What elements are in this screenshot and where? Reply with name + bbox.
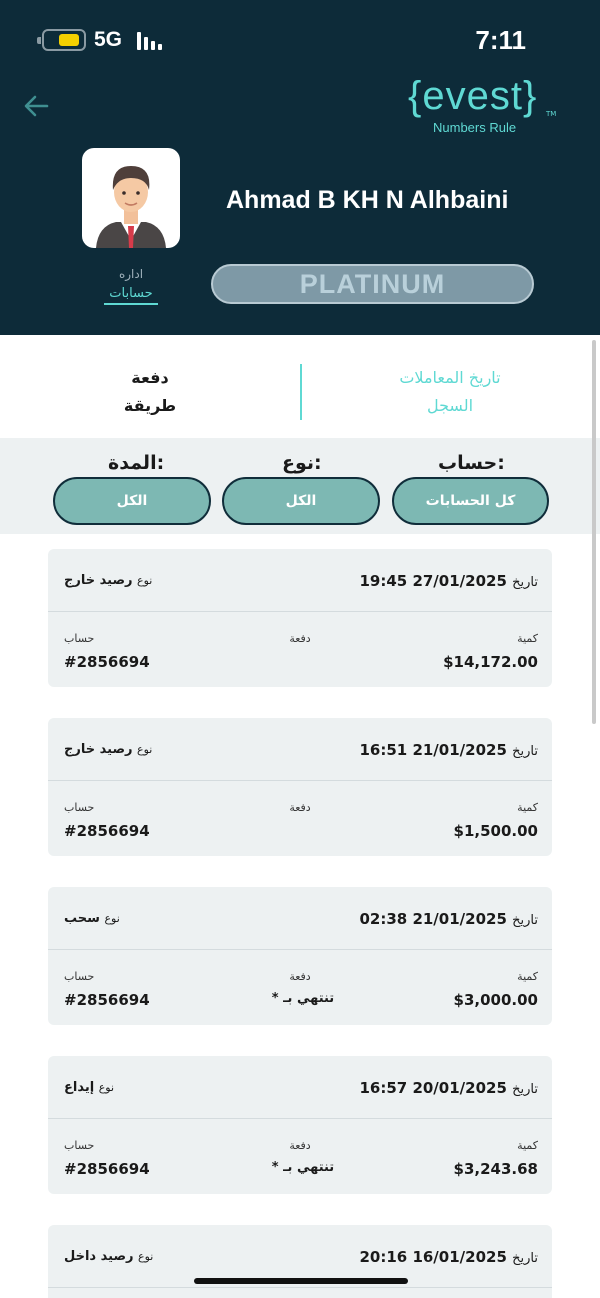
account-label: حساب bbox=[64, 632, 95, 645]
account-value: #2856694 bbox=[64, 1160, 150, 1178]
type-label: نوع bbox=[98, 1081, 115, 1094]
filter-period-select[interactable]: الكل bbox=[53, 477, 211, 525]
scrollbar[interactable] bbox=[592, 340, 596, 724]
payment-label: دفعة bbox=[289, 970, 311, 983]
transaction-type bbox=[64, 1249, 153, 1264]
transaction-date bbox=[359, 910, 538, 928]
battery-icon bbox=[42, 29, 86, 51]
signal-icon bbox=[137, 30, 163, 50]
payment-value: * تنتهي بـ bbox=[271, 991, 335, 1006]
type-label: نوع bbox=[137, 574, 153, 587]
date-label: تاريخ bbox=[512, 1082, 538, 1097]
payment-label: دفعة bbox=[289, 1139, 311, 1152]
transaction-date bbox=[359, 741, 538, 759]
transaction-type bbox=[64, 1080, 114, 1095]
account-value: #2856694 bbox=[64, 822, 150, 840]
amount-label: كمية bbox=[517, 970, 538, 983]
tab-payment-method[interactable] bbox=[110, 364, 190, 420]
payment-label: دفعة bbox=[289, 801, 311, 814]
filter-account-label: حساب: bbox=[438, 452, 505, 474]
amount-label: كمية bbox=[517, 1139, 538, 1152]
filter-bar bbox=[0, 438, 600, 534]
transaction-card[interactable] bbox=[48, 1056, 552, 1194]
avatar[interactable] bbox=[82, 148, 180, 248]
date-value: 21/01/2025 16:51 bbox=[359, 741, 507, 759]
transaction-card[interactable] bbox=[48, 718, 552, 856]
user-avatar-icon bbox=[82, 148, 180, 248]
tab-history-line2: السجل bbox=[426, 396, 474, 415]
date-label: تاريخ bbox=[512, 575, 538, 590]
tab-payment-line2: طريقة bbox=[123, 396, 177, 415]
manage-accounts-label: اداره bbox=[118, 267, 144, 281]
date-label: تاريخ bbox=[512, 913, 538, 928]
transaction-date bbox=[359, 1248, 538, 1266]
type-label: نوع bbox=[104, 912, 120, 925]
tab-transaction-history[interactable] bbox=[380, 364, 520, 420]
status-time: 7:11 bbox=[475, 25, 526, 55]
manage-accounts-link[interactable]: حسابات bbox=[104, 286, 158, 305]
header bbox=[0, 0, 600, 335]
transaction-type bbox=[64, 742, 152, 757]
type-label: نوع bbox=[138, 1250, 154, 1263]
amount-value: $14,172.00 bbox=[443, 653, 538, 671]
tab-divider bbox=[300, 364, 302, 420]
type-value: رصيد خارج bbox=[64, 573, 133, 588]
user-name: Ahmad B KH N Alhbaini bbox=[226, 186, 509, 214]
type-value: إيداع bbox=[64, 1080, 95, 1095]
account-label: حساب bbox=[64, 970, 95, 983]
account-label: حساب bbox=[64, 1139, 95, 1152]
date-label: تاريخ bbox=[512, 1251, 538, 1266]
tab-payment-line1: دفعة bbox=[131, 368, 169, 387]
transaction-card[interactable] bbox=[48, 549, 552, 687]
payment-label: دفعة bbox=[289, 632, 311, 645]
date-label: تاريخ bbox=[512, 744, 538, 759]
amount-label: كمية bbox=[517, 801, 538, 814]
transaction-card[interactable] bbox=[48, 887, 552, 1025]
amount-value: $3,243.68 bbox=[453, 1160, 538, 1178]
logo-tm: TM bbox=[546, 110, 557, 118]
transaction-card[interactable] bbox=[48, 1225, 552, 1298]
amount-value: $1,500.00 bbox=[453, 822, 538, 840]
filter-type-label: نوع: bbox=[282, 452, 322, 474]
back-arrow-icon[interactable] bbox=[22, 92, 50, 120]
transaction-date bbox=[359, 572, 538, 590]
type-value: رصيد داخل bbox=[64, 1249, 134, 1264]
amount-label: كمية bbox=[517, 632, 538, 645]
tab-history-line1: تاريخ المعاملات bbox=[399, 368, 501, 387]
network-label: 5G bbox=[94, 28, 123, 51]
filter-account-select[interactable]: كل الحسابات bbox=[392, 477, 549, 525]
filter-period-label: المدة: bbox=[108, 452, 165, 474]
logo-word: {evest} bbox=[408, 74, 538, 118]
date-value: 21/01/2025 02:38 bbox=[359, 910, 507, 928]
evest-logo bbox=[408, 74, 558, 144]
transaction-type bbox=[64, 911, 120, 926]
type-value: رصيد خارج bbox=[64, 742, 133, 757]
logo-tagline: Numbers Rule bbox=[433, 120, 517, 135]
type-value: سحب bbox=[64, 911, 100, 926]
transaction-date bbox=[359, 1079, 538, 1097]
amount-value: $3,000.00 bbox=[453, 991, 538, 1009]
account-value: #2856694 bbox=[64, 653, 150, 671]
filter-type-select[interactable]: الكل bbox=[222, 477, 380, 525]
type-label: نوع bbox=[137, 743, 153, 756]
date-value: 16/01/2025 20:16 bbox=[359, 1248, 507, 1266]
account-value: #2856694 bbox=[64, 991, 150, 1009]
date-value: 27/01/2025 19:45 bbox=[359, 572, 507, 590]
date-value: 20/01/2025 16:57 bbox=[359, 1079, 507, 1097]
payment-value: * تنتهي بـ bbox=[271, 1160, 335, 1175]
tier-badge: PLATINUM bbox=[211, 264, 534, 304]
transaction-type bbox=[64, 573, 152, 588]
home-indicator[interactable] bbox=[194, 1278, 408, 1284]
account-label: حساب bbox=[64, 801, 95, 814]
